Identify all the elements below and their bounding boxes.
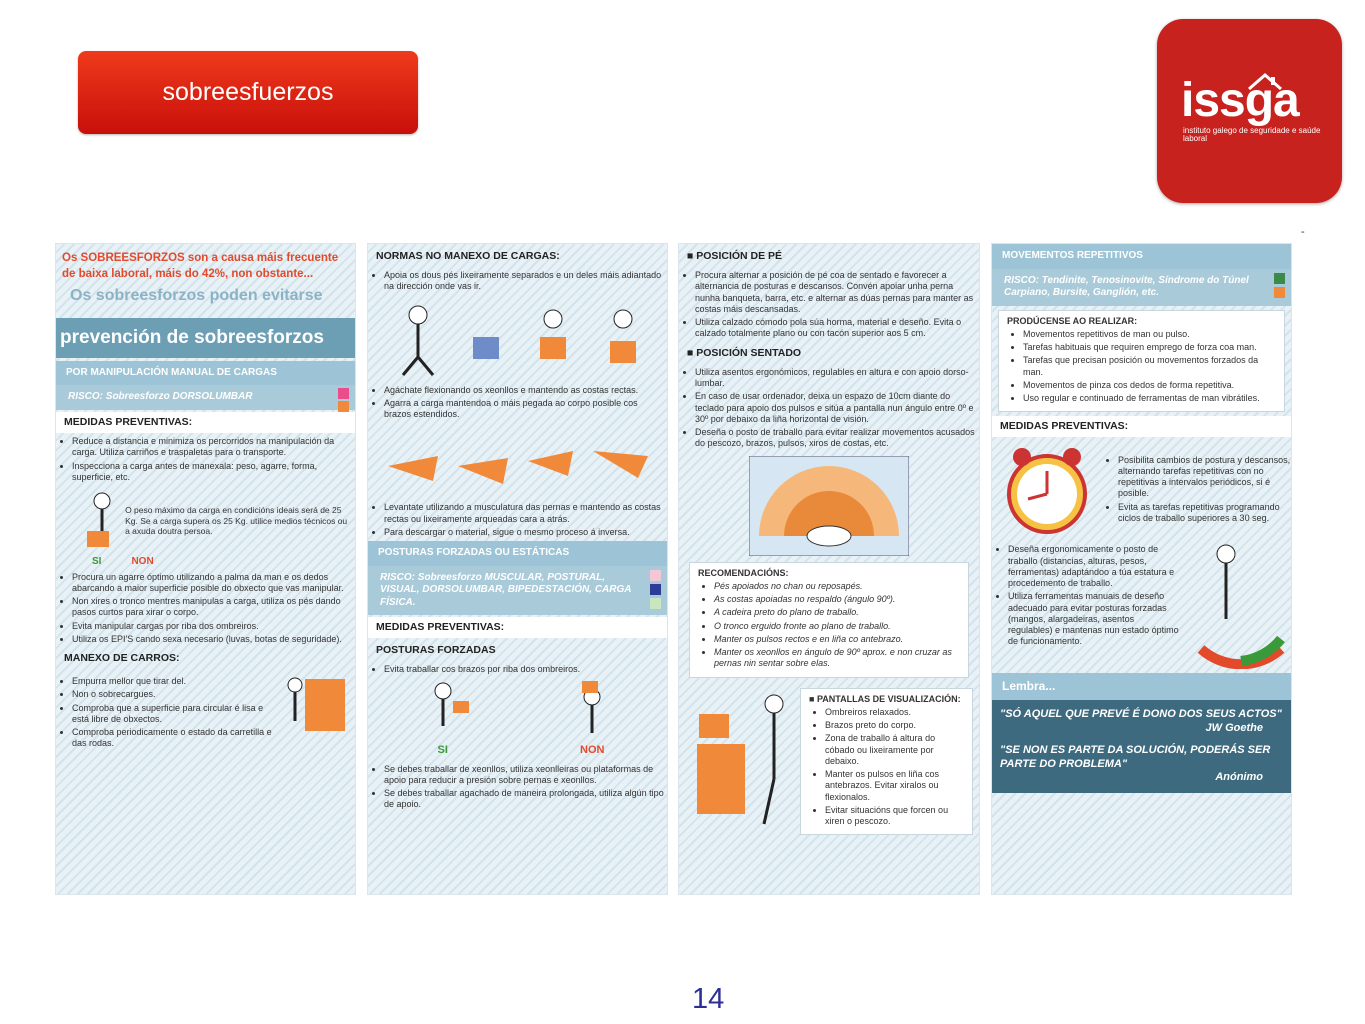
list-item: • Agarra a carga mantendoa o máis pegada ao corpo posible cos brazos estendidos. [384,398,667,421]
list-item: • Comproba que a superficie para circular é lisa e está libre de obxectos. [72,703,275,726]
list-item: • Pés apoiados no chan ou reposapés. [714,581,960,592]
list-item: • Utiliza calzado cómodo pola súa horma, material e deseño. Evita o calzado totalmente plano ou con tacón superior aos 5 cm. [695,317,979,340]
list-item: • Non o sobrecargues. [72,689,275,700]
lifting-illustration [62,486,121,556]
list-item: • Evitar situacións que forcen ou xiren o pescozo. [825,805,964,828]
panel-load-norms [367,243,668,895]
list-item: • Manter os pulsos rectos e en liña co antebrazo. [714,634,960,645]
issga-logo [1157,19,1342,203]
list-item: • Movementos de pinza cos dedos de forma repetitiva. [1023,380,1276,391]
weight-text: O peso máximo da carga en condicións ideais será de 25 Kg. Se a carga supera os 25 Kg. utilice medios técnicos ou a axuda doutra persoa. [125,505,348,537]
quote-block [992,700,1291,793]
cart-illustration [275,671,355,741]
subintro-text: Os sobreesforzos poden evitarse [70,287,323,305]
quote-1: "SÓ AQUEL QUE PREVÉ É DONO DOS SEUS ACTOS" [1000,708,1282,721]
list-item: • Apoia os dous pés lixeiramente separados e un deles máis adiantado na dirección onde vas ir. [384,270,667,293]
screens-heading: ■ PANTALLAS DE VISUALIZACIÓN: [809,693,961,704]
label-si: SI [92,556,102,568]
list-item: • Utiliza ferramentas manuais de deseño adecuado para evitar posturas forzadas (mangos, alargadeiras, asentos regulables) e mantenas nun estado óptimo de funcionamento. [1008,591,1181,647]
computer-workstation-illustration [679,684,794,834]
produced-heading: PRODÚCENSE AO REALIZAR: [1007,315,1138,326]
list-item: • Evita manipular cargas por riba dos ombreiros. [72,621,355,632]
produced-box [998,310,1285,413]
norms-heading: NORMAS NO MANEXO DE CARGAS: [376,250,560,262]
list-item: • Uso regular e continuado de ferramentas de man vibrátiles. [1023,393,1276,404]
page-number: 14 [692,983,725,1015]
sitting-heading: ■ POSICIÓN SENTADO [687,346,802,359]
squat-illustration [378,299,658,379]
section-title: POR MANIPULACIÓN MANUAL DE CARGAS [56,361,355,386]
clock-icon [992,439,1102,539]
carts-heading: MANEXO DE CARROS: [64,652,180,665]
list-item: • Agáchate flexionando os xeonllos e mantendo as costas rectas. [384,385,667,396]
risk-label: RISCO: Sobreesforzo DORSOLUMBAR [56,385,355,410]
prevention-banner: prevención de sobreesforzos [56,318,355,358]
figure-si [413,681,473,741]
list-item: • A cadeira preto do plano de traballo. [714,607,960,618]
list-item: • Para descargar o material, sigue o mesmo proceso á inversa. [384,527,667,538]
list-item: • As costas apoiadas no respaldo (ángulo 90º). [714,594,960,605]
list-item: • Deseña o posto de traballo para evitar realizar movementos acusados do pescozo, brazos, pulsos, xiros de costas, etc. [695,427,979,450]
panel-manual-handling [55,243,356,895]
list-item: • Zona de traballo á altura do cóbado ou lixeiramente por debaixo. [825,733,964,767]
list-item: • O tronco erguido fronte ao plano de traballo. [714,621,960,632]
measures-heading: MEDIDAS PREVENTIVAS: [368,617,667,638]
list-item: • Movementos repetitivos de man ou pulso. [1023,329,1276,340]
list-item: • Evita as tarefas repetitivas programando ciclos de traballo superiores a 30 seg. [1118,502,1291,525]
label-non: NON [131,556,154,568]
recommendations-box [689,562,969,678]
intro-text: Os SOBREESFORZOS son a causa máis frecuente de baixa laboral, máis do 42%, non obstante... [62,252,339,281]
screens-box [800,688,973,836]
remember-heading: Lembra... [992,673,1291,700]
list-item: • Manter os pulsos en liña cos antebrazos. Evitar xiralos ou flexionalos. [825,769,964,803]
list-item: • Procura un agarre óptimo utilizando a palma da man e os dedos abarcando a maior superficie posible do obxecto que vas manipular. [72,572,355,595]
measures-heading: MEDIDAS PREVENTIVAS: [992,416,1291,437]
work-area-diagram [749,456,909,556]
list-item: • Evita traballar cos brazos por riba dos ombreiros. [384,664,667,675]
logo-word: issga [1181,74,1299,127]
label-si: SI [437,744,448,757]
list-item: • Ombreiros relaxados. [825,707,964,718]
list-item: • Utiliza os EPI'S cando sexa necesario (luvas, botas de seguridade). [72,634,355,645]
section-title: MOVEMENTOS REPETITIVOS [992,244,1291,269]
list-item: • Posibilita cambios de postura y descansos, alternando tarefas repetitivas con no repetitivas a intervalos periódicos, si é posible. [1118,455,1291,500]
risk-label: RISCO: Sobreesforzo MUSCULAR, POSTURAL, VISUAL, DORSOLUMBAR, BIPEDESTACIÓN, CARGA FÍSICA. [368,566,667,616]
list-item: • Se debes traballar de xeonllos, utiliza xeonlleiras ou plataformas de apoio para reducir a presión sobre pernas e xeonllos. [384,764,667,787]
color-square [338,401,349,412]
list-item: • Tarefas que precisan posición ou movementos forzados da man. [1023,355,1276,378]
color-square [1274,287,1285,298]
color-square [650,584,661,595]
risk-label: RISCO: Tendinite, Tenosinovite, Síndrome do Túnel Carpiano, Bursite, Ganglión, etc. [992,269,1291,306]
list-item: • En caso de usar ordenador, deixa un espazo de 10cm diante do teclado para apoio dos pulsos e sitúa a pantalla nun ángulo entre 0º e 30º por debaixo da liña horizontal de visión. [695,391,979,425]
list-item: • Procura alternar a posición de pé coa de sentado e favorecer a alternancia de posturas e descansos. Convén apoiar unha perna nunha banqueta, barra, etc. e alternar as dúas pernas para manter as costas máis descansadas. [695,270,979,315]
color-square [650,570,661,581]
list-item: • Non xires o tronco mentres manipulas a carga, utiliza os pés dando pasos curtos para xirar o corpo. [72,596,355,619]
forced-heading: POSTURAS FORZADAS [376,644,496,657]
list-item: • Tarefas habituais que requiren emprego de forza coa man. [1023,342,1276,353]
author-1: JW Goethe [1205,722,1263,735]
color-square [338,388,349,399]
label-non: NON [580,744,605,757]
list-item: • Reduce a distancia e minimiza os percorridos na manipulación da carga. Utiliza carriños e traspaletas para o transporte. [72,436,355,459]
list-item: • Brazos preto do corpo. [825,720,964,731]
standing-heading: ■ POSICIÓN DE PÉ [687,250,783,262]
list-item: • Deseña ergonomicamente o posto de traballo (distancias, alturas, pesos, ferramentas) adaptándoo a túa estatura e procedemento de traballo. [1008,544,1181,589]
arm-angle-diagram [1181,539,1291,669]
list-item: • Utiliza asentos ergonómicos, regulables en altura e con apoio dorso-lumbar. [695,367,979,390]
dash-mark: - [1301,226,1305,238]
list-item: • Se debes traballar agachado de maneira prolongada, utiliza algún tipo de apoio. [384,788,667,811]
author-2: Anónimo [1215,771,1263,784]
title-button[interactable]: sobreesfuerzos [78,51,418,134]
list-item: • Empurra mellor que tirar del. [72,676,275,687]
color-square [1274,273,1285,284]
color-square [650,598,661,609]
quote-2: "SE NON ES PARTE DA SOLUCIÓN, PODERÁS SER PARTE DO PROBLEMA" [1000,743,1271,770]
lift-sequence-illustration [378,426,658,496]
figure-non [562,681,622,741]
list-item: • Levantate utilizando a musculatura das pernas e mantendo as costas rectas ou lixeiramente arqueadas cara a atrás. [384,502,667,525]
recs-heading: RECOMENDACIÓNS: [698,567,789,578]
list-item: • Manter os xeonllos en ángulo de 90º aprox. e non cruzar as pernas nin sentar sobre elas. [714,647,960,670]
panel-postures [678,243,980,895]
list-item: • Inspecciona a carga antes de manexala: peso, agarre, forma, superficie, etc. [72,461,355,484]
logo-subtitle: instituto galego de seguridade e saúde laboral [1183,126,1321,144]
panel-repetitive [991,243,1292,895]
list-item: • Comproba periodicamente o estado da carretilla e das rodas. [72,727,275,750]
section-title: POSTURAS FORZADAS OU ESTÁTICAS [368,541,667,566]
measures-heading: MEDIDAS PREVENTIVAS: [56,412,355,433]
